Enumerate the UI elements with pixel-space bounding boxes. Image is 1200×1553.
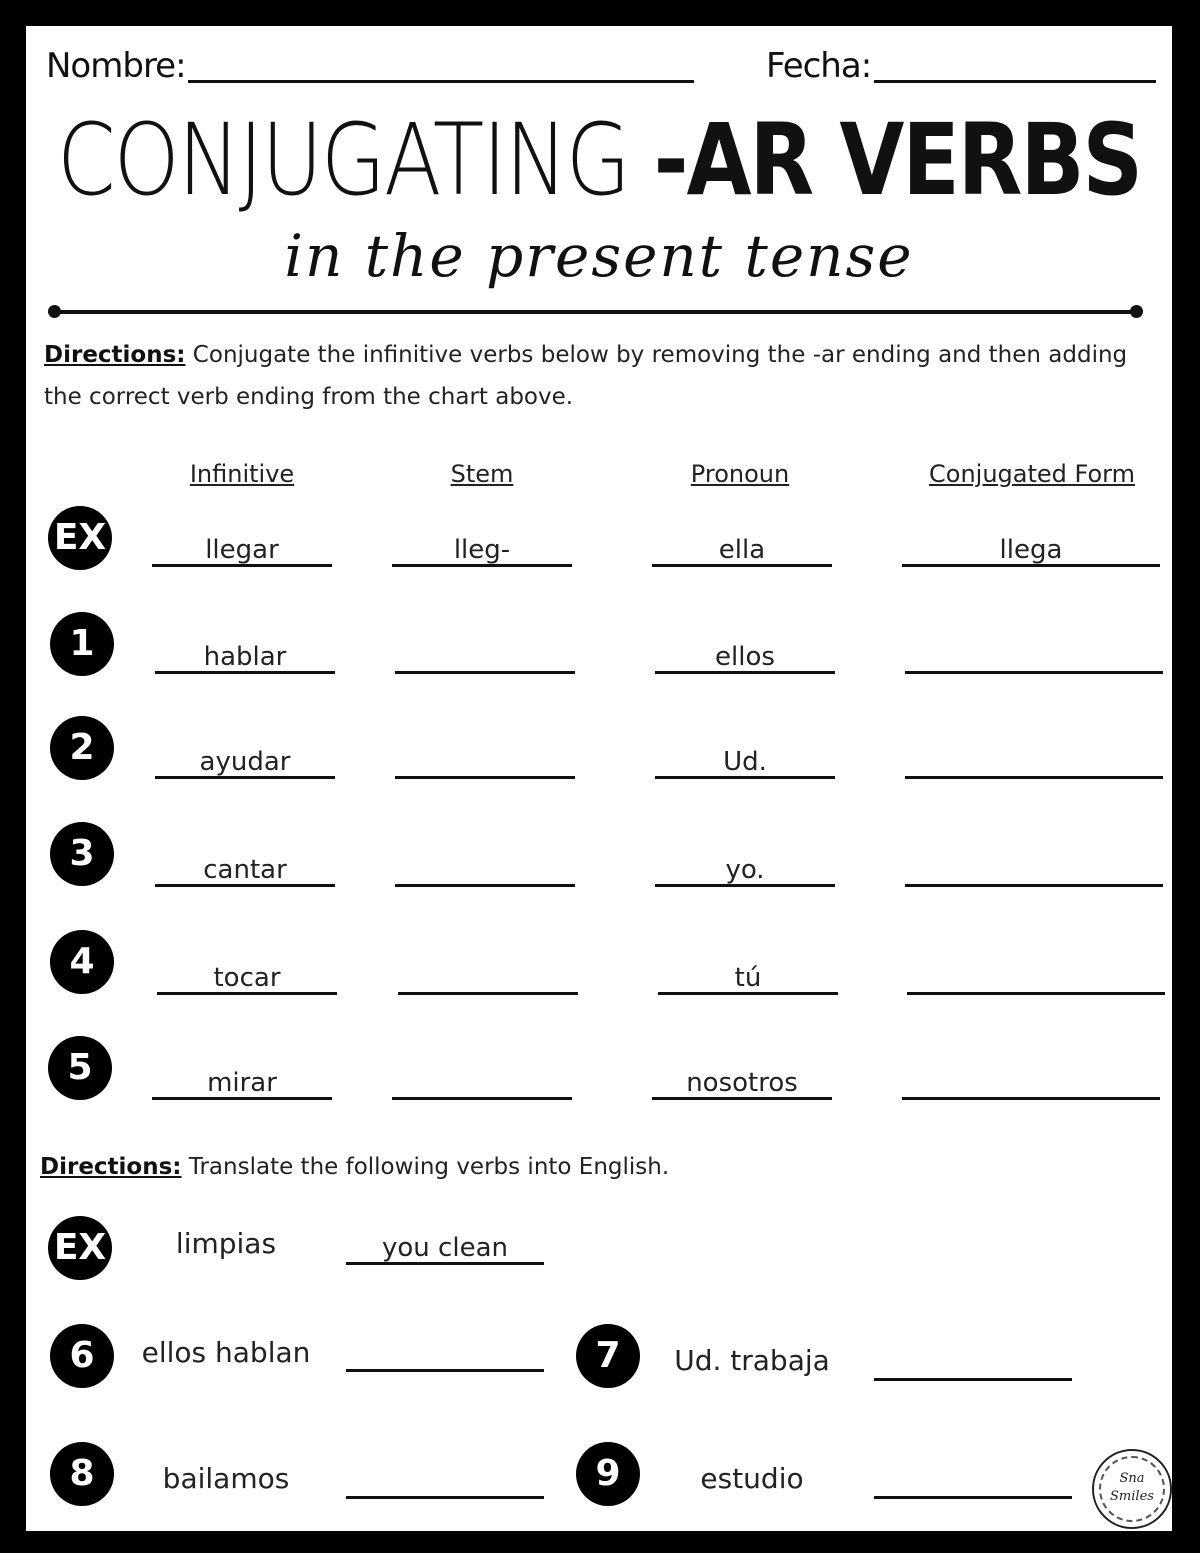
translation-verb: limpias <box>175 1227 277 1260</box>
pronoun-blank: yo. <box>655 844 835 887</box>
directions-label: Directions: <box>40 1154 182 1180</box>
conjugated-blank[interactable] <box>907 952 1165 995</box>
translation-verb: bailamos <box>162 1462 290 1495</box>
directions-text: Translate the following verbs into English. <box>181 1154 670 1180</box>
directions-translate <box>40 1146 1150 1188</box>
pronoun-blank: ella <box>652 524 832 567</box>
example-badge: EX <box>48 1216 112 1280</box>
infinitive-blank: cantar <box>155 844 335 887</box>
pronoun-blank: nosotros <box>652 1057 832 1100</box>
directions-text: Conjugate the infinitive verbs below by removing the -ar ending and then adding the correct verb ending from the chart above. <box>44 342 1128 410</box>
infinitive-blank: mirar <box>152 1057 332 1100</box>
directions-label: Directions: <box>44 342 186 368</box>
page-subtitle: in the present tense <box>284 222 914 290</box>
translation-answer[interactable] <box>346 1456 544 1499</box>
number-badge: 5 <box>48 1036 112 1100</box>
rule-right-dot <box>1130 305 1143 318</box>
translation-verb: ellos hablan <box>141 1336 311 1369</box>
number-badge: 2 <box>50 716 114 780</box>
page-title <box>26 102 1172 218</box>
infinitive-blank: llegar <box>152 524 332 567</box>
column-header-stem: Stem <box>450 460 514 488</box>
conjugated-blank[interactable] <box>902 1057 1160 1100</box>
stem-blank[interactable] <box>398 952 578 995</box>
stem-blank: lleg- <box>392 524 572 567</box>
column-header-pronoun: Pronoun <box>690 460 790 488</box>
translation-answer[interactable] <box>874 1338 1072 1381</box>
number-badge: 7 <box>576 1324 640 1388</box>
example-badge: EX <box>48 506 112 570</box>
date-field[interactable] <box>874 80 1156 83</box>
title-divider <box>54 310 1138 314</box>
translation-answer: you clean <box>346 1222 544 1265</box>
conjugated-blank[interactable] <box>905 631 1163 674</box>
brand-logo <box>1092 1449 1172 1529</box>
number-badge: 8 <box>50 1442 114 1506</box>
logo-text-line-1: Sna <box>1119 1471 1145 1486</box>
worksheet-page <box>26 26 1172 1531</box>
pronoun-blank: Ud. <box>655 736 835 779</box>
translation-answer[interactable] <box>346 1329 544 1372</box>
pronoun-blank: tú <box>658 952 838 995</box>
translation-answer[interactable] <box>874 1456 1072 1499</box>
name-label: Nombre: <box>46 46 186 86</box>
infinitive-blank: hablar <box>155 631 335 674</box>
number-badge: 9 <box>576 1442 640 1506</box>
directions-conjugate <box>44 334 1154 418</box>
number-badge: 6 <box>50 1324 114 1388</box>
stem-blank[interactable] <box>392 1057 572 1100</box>
conjugated-blank[interactable] <box>905 736 1163 779</box>
conjugated-blank: llega <box>902 524 1160 567</box>
column-header-conjugated-form: Conjugated Form <box>929 460 1135 488</box>
logo-text-line-2: Smiles <box>1110 1489 1154 1504</box>
infinitive-blank: ayudar <box>155 736 335 779</box>
column-header-infinitive: Infinitive <box>189 460 295 488</box>
translation-verb: Ud. trabaja <box>674 1344 830 1377</box>
infinitive-blank: tocar <box>157 952 337 995</box>
number-badge: 1 <box>50 612 114 676</box>
stem-blank[interactable] <box>395 631 575 674</box>
conjugated-blank[interactable] <box>905 844 1163 887</box>
date-label: Fecha: <box>766 46 872 86</box>
pronoun-blank: ellos <box>655 631 835 674</box>
title-part-1: CONJUGATING <box>56 102 654 218</box>
stem-blank[interactable] <box>395 844 575 887</box>
translation-verb: estudio <box>700 1462 804 1495</box>
name-field[interactable] <box>188 80 694 83</box>
title-part-2: -AR VERBS <box>653 102 1141 218</box>
stem-blank[interactable] <box>395 736 575 779</box>
number-badge: 3 <box>50 822 114 886</box>
number-badge: 4 <box>50 930 114 994</box>
